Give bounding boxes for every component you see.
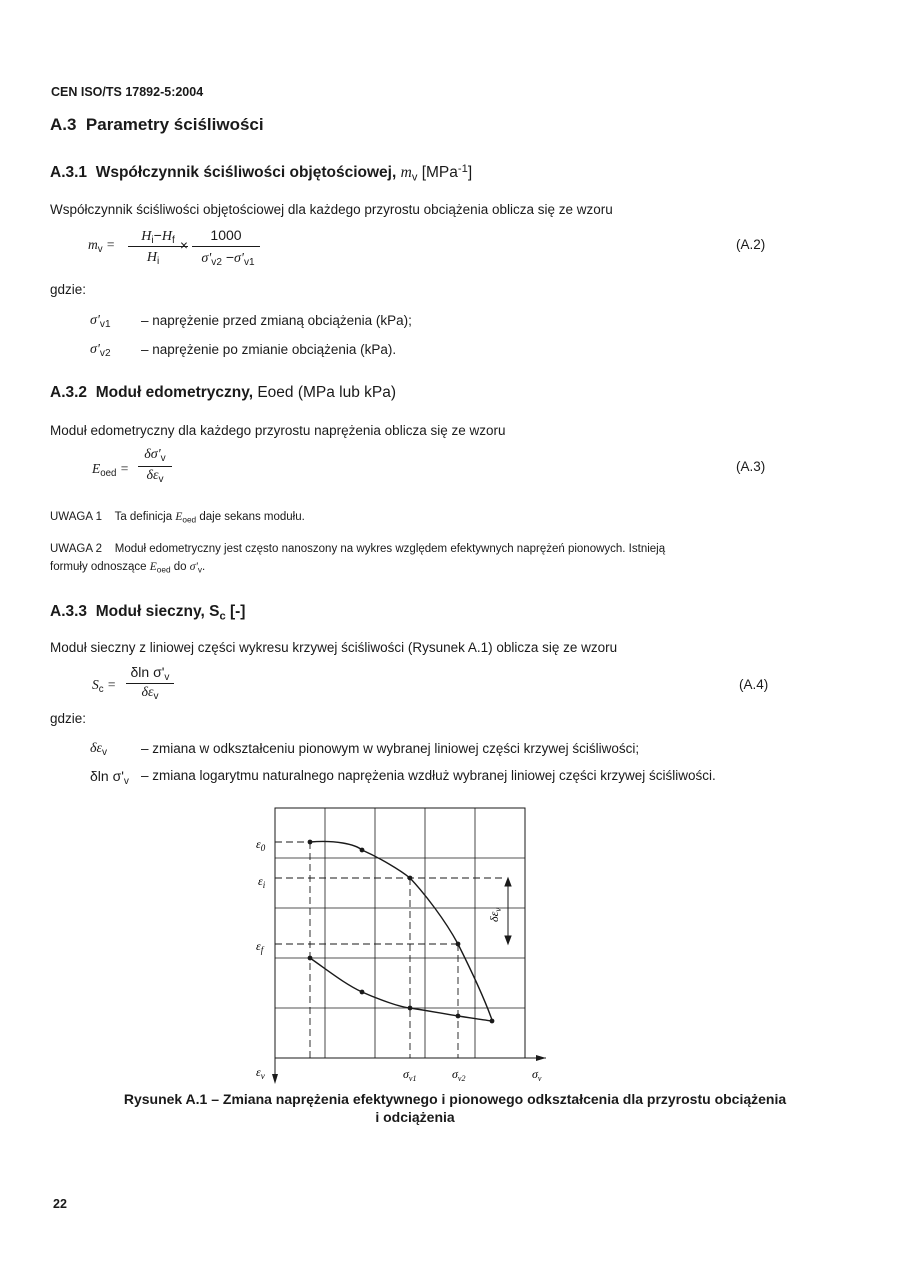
section-title [50, 115, 264, 135]
fraction-bar [138, 466, 172, 467]
symbol-mv: $m_v$ [400, 164, 418, 184]
definition-text: – zmiana w odkształceniu pionowym w wybranej liniowej części krzywej ściśliwości; [141, 741, 640, 756]
fraction-bar [192, 246, 260, 247]
equation-label: (A.2) [736, 237, 766, 252]
subsection-heading-a31 [50, 163, 472, 183]
eq-times: × [180, 238, 188, 253]
equation-label: (A.4) [739, 677, 769, 692]
definition-symbol: $\sigma'_{v1}$ [90, 313, 111, 331]
subsection-title: Moduł edometryczny, [95, 384, 254, 401]
label-epsilon-0: $\varepsilon_0$ [256, 837, 266, 853]
figure-a1-compression-diagram [240, 800, 560, 1090]
eq-numerator: $\delta\sigma'_v$ [144, 447, 166, 465]
definition-text: – naprężenie przed zmianą obciążenia (kPa); [141, 313, 412, 328]
note-label: UWAGA 2 [50, 543, 102, 555]
dashed-guides [275, 842, 505, 1058]
paragraph-intro-a31: Współczynnik ściśliwości objętościowej dla każdego przyrostu obciążenia oblicza się ze wzoru [50, 202, 613, 217]
eq-numerator-1: $H_i-H_f$ [141, 227, 175, 247]
y-axis-arrow [272, 1074, 278, 1084]
figure-caption-line-1: Rysunek A.1 – Zmiana naprężenia efektywnego i pionowego odkształcenia dla przyrostu obciążenia [123, 1091, 787, 1107]
subsection-number: A.3.1 [50, 164, 88, 182]
definition-symbol: $\sigma'_{v2}$ [90, 342, 111, 360]
definition-symbol: δln $\sigma'_v$ [90, 768, 129, 788]
eq-numerator: δln $\sigma'_v$ [130, 664, 170, 684]
curve-points [308, 840, 495, 1024]
label-delta-epsilon-v: $\delta\varepsilon_v$ [487, 907, 503, 922]
paragraph-intro-a33: Moduł sieczny z liniowej części wykresu krzywej ściśliwości (Rysunek A.1) oblicza się ze wzoru [50, 640, 618, 655]
label-sigma-v1: $\sigma_{v1}$ [403, 1067, 417, 1083]
eq-denominator: $\delta\varepsilon_v$ [146, 468, 164, 486]
eq-denominator-1: $H_i$ [146, 250, 160, 268]
label-epsilon-i: $\varepsilon_i$ [258, 874, 266, 890]
subsection-heading-a33: A.3.3 Moduł sieczny, $S_c$ [-] [50, 603, 246, 623]
eq-lhs: $S_c$ = [92, 677, 117, 695]
equation-label: (A.3) [736, 459, 766, 474]
section-number: A.3 [50, 115, 77, 134]
note-1: UWAGA 1 Ta definicja $E_{oed}$ daje sekans modułu. [50, 511, 305, 525]
definition-text: – zmiana logarytmu naturalnego naprężenia wzdłuż wybranej liniowej części krzywej ściśliwości. [141, 768, 716, 783]
page-number: 22 [53, 1197, 67, 1211]
loading-curve [310, 841, 492, 1020]
definition-symbol: $\delta\varepsilon_v$ [90, 741, 108, 759]
note-label: UWAGA 1 [50, 511, 102, 523]
unloading-curve [310, 958, 492, 1021]
figure-caption-line-2: i odciążenia [375, 1109, 455, 1125]
note-2-line-2: formuły odnoszące $E_{oed}$ do $\sigma'_v$. [50, 561, 206, 575]
paragraph-intro-a32: Moduł edometryczny dla każdego przyrostu naprężenia oblicza się ze wzoru [50, 423, 506, 438]
subsection-title-unit: Eoed (MPa lub kPa) [257, 384, 397, 401]
subsection-heading-a32 [50, 384, 396, 402]
eq-lhs: $m_v$ = [88, 237, 116, 255]
fraction-bar [126, 683, 174, 684]
subsection-title: Współczynnik ściśliwości objętościowej, [95, 164, 397, 182]
subsection-title: Moduł sieczny, S [95, 603, 220, 620]
fraction-bar [128, 246, 188, 247]
label-epsilon-v: $\varepsilon_v$ [256, 1065, 265, 1081]
subsection-number: A.3.3 [50, 603, 88, 620]
label-sigma-v2: $\sigma_{v2}$ [452, 1067, 466, 1083]
label-sigma-v: $\sigma_v$ [532, 1067, 542, 1083]
where-label: gdzie: [50, 282, 87, 297]
label-epsilon-f: $\varepsilon_f$ [256, 939, 264, 955]
eq-numerator-2: 1000 [210, 227, 242, 243]
eq-denominator-2: $\sigma'_{v2} -\sigma'_{v1}$ [201, 249, 255, 269]
delta-epsilon-bracket [505, 878, 511, 944]
x-axis-arrow [536, 1055, 546, 1061]
eq-lhs: $E_{oed}$ = [92, 461, 129, 479]
definition-text: – naprężenie po zmianie obciążenia (kPa). [141, 342, 397, 357]
subsection-number: A.3.2 [50, 384, 88, 401]
where-label: gdzie: [50, 711, 87, 726]
unit: [MPa$^{-1}$] [421, 163, 473, 182]
section-title-text: Parametry ściśliwości [85, 115, 264, 134]
document-header: CEN ISO/TS 17892-5:2004 [51, 85, 204, 99]
note-2: UWAGA 2 Moduł edometryczny jest często nanoszony na wykres względem efektywnych naprężeń pionowych. Istnieją [50, 543, 666, 555]
eq-denominator: $\delta\varepsilon_v$ [141, 685, 159, 703]
